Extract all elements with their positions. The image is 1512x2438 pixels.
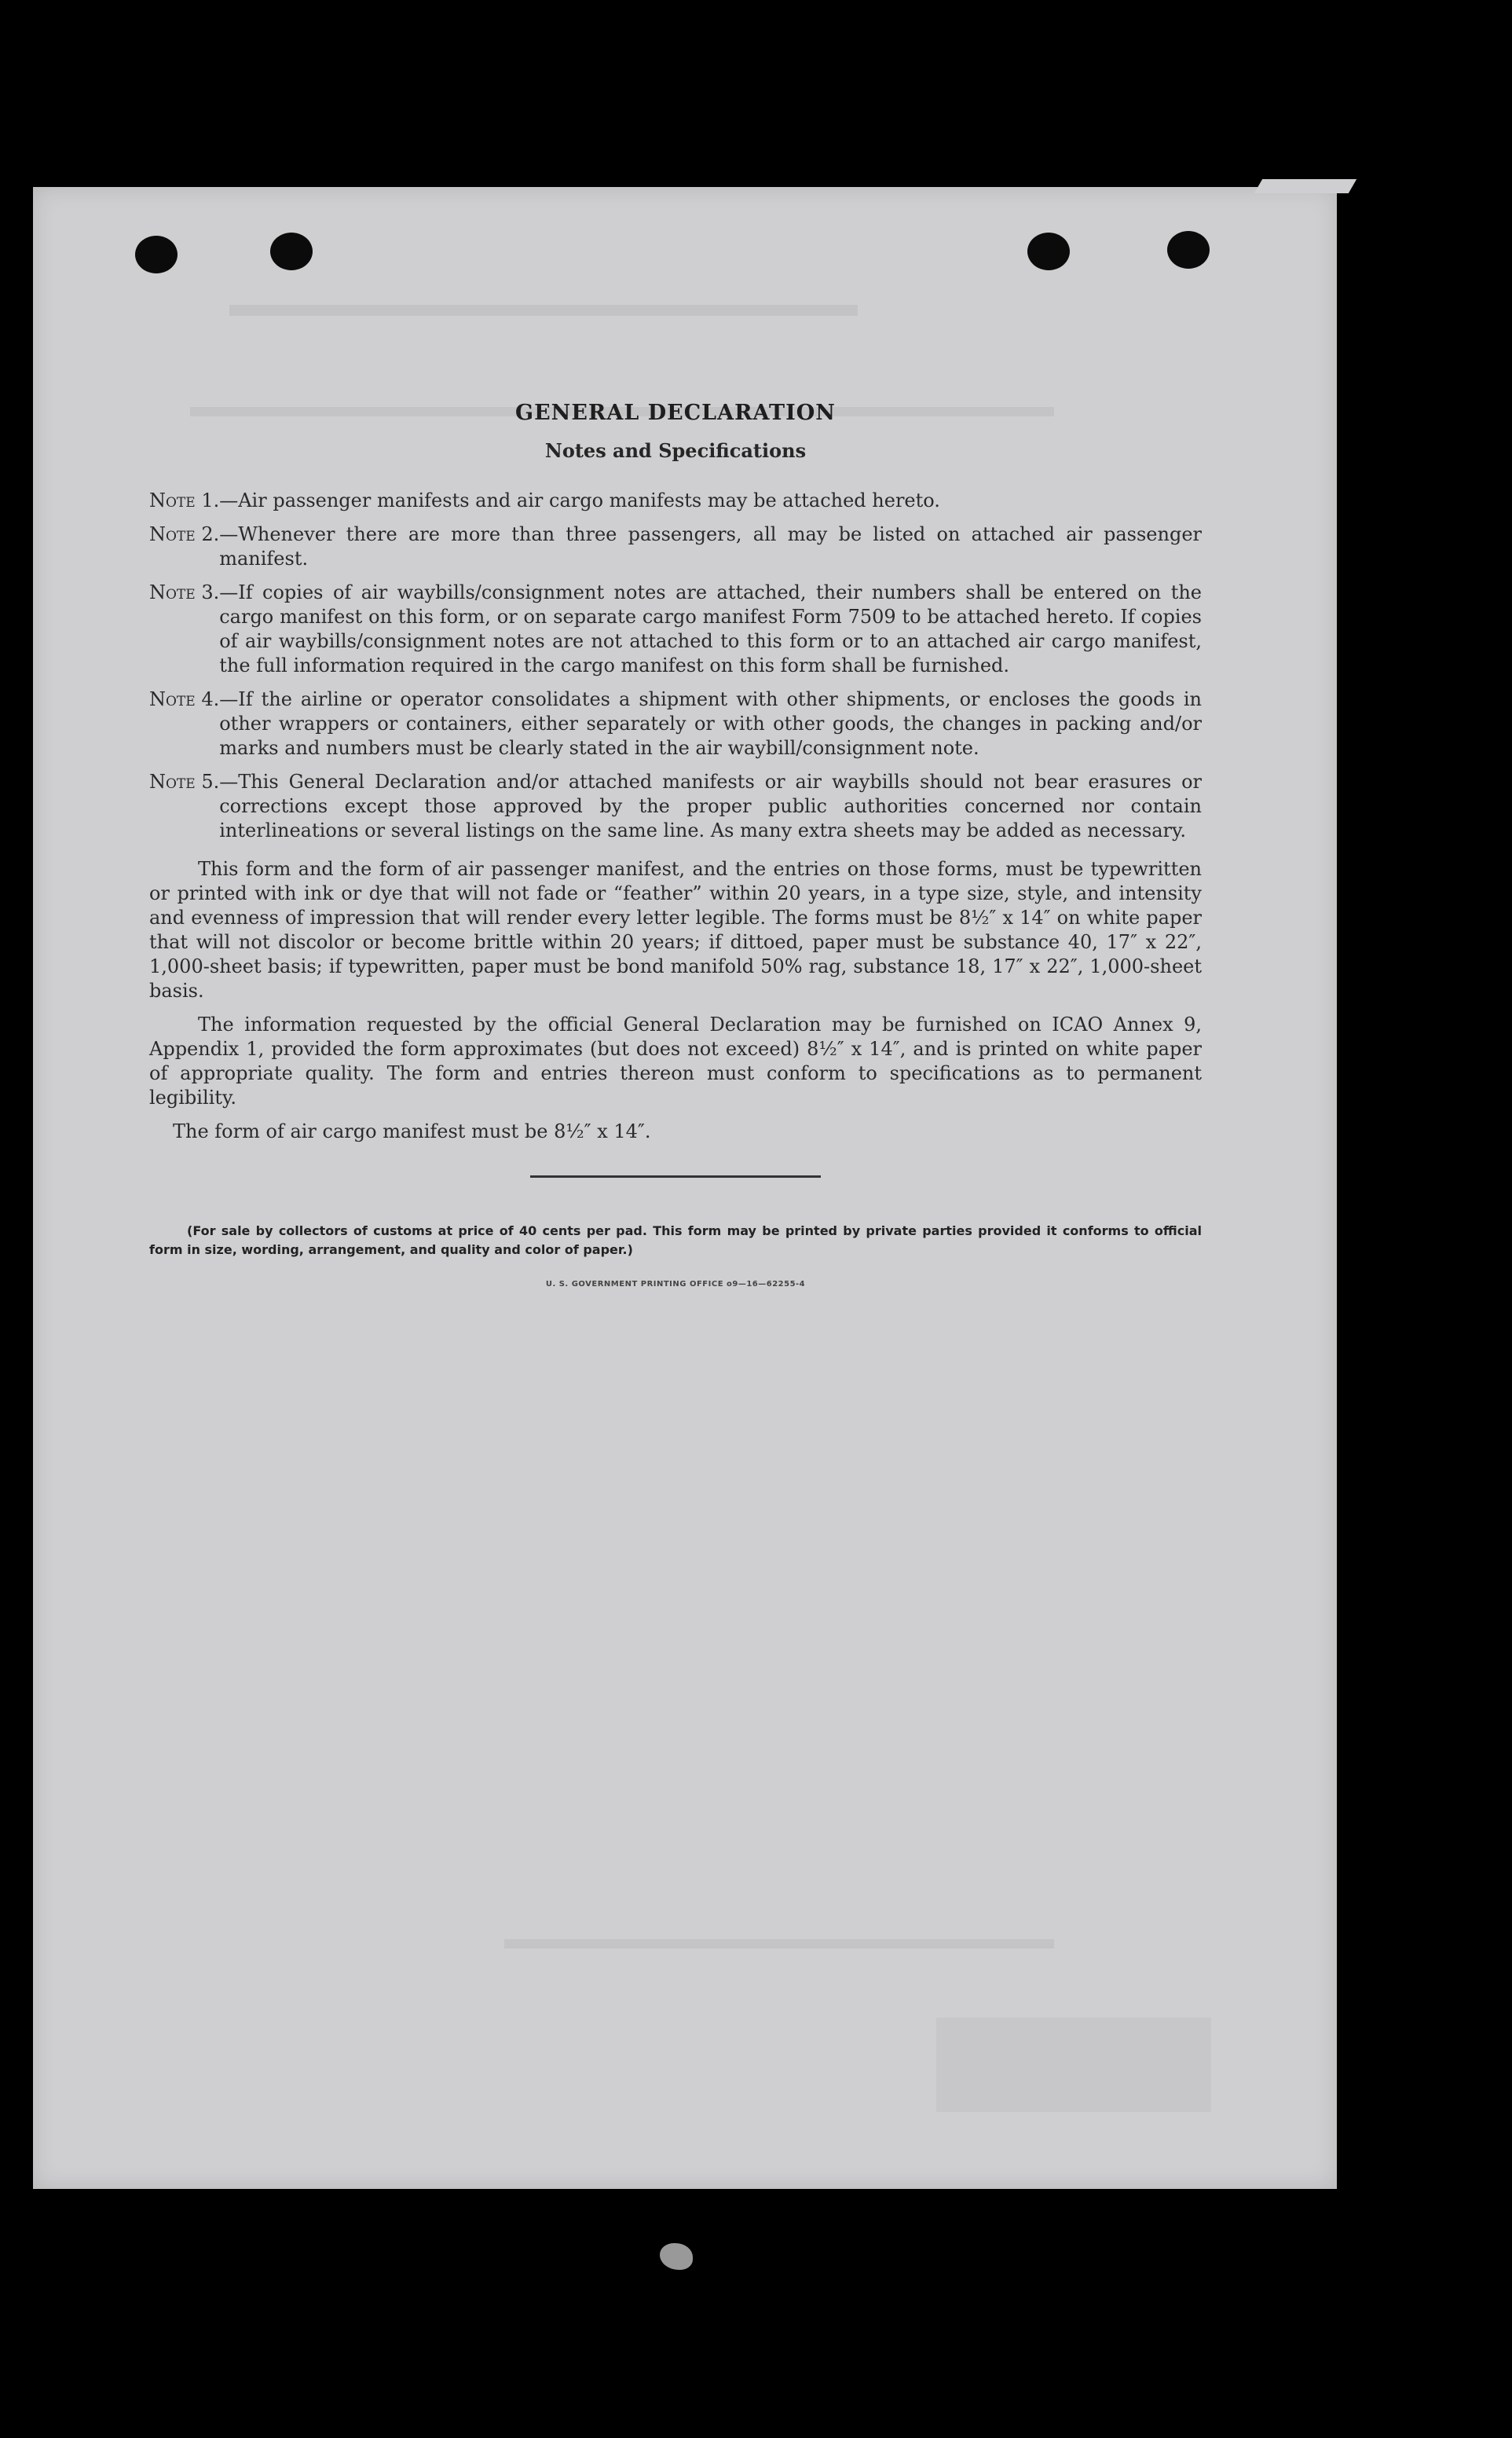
declaration-notes [149, 401, 1202, 1289]
smudge-mark [660, 2243, 693, 2270]
punch-hole-left-1 [135, 236, 178, 273]
note-5 [149, 770, 1202, 843]
note-4 [149, 687, 1202, 761]
bleed-through-4 [936, 2018, 1211, 2112]
divider-rule [530, 1175, 821, 1178]
note-3 [149, 581, 1202, 678]
note-text: —This General Declaration and/or attached manifests or air waybills should not bear erasures or corrections except those approved by the proper public authorities concerned nor contain interlineations or several listings on the same line. As many extra sheets may be added as necessary. [219, 771, 1202, 841]
note-label: Note 3. [149, 581, 220, 603]
note-1 [149, 489, 1202, 513]
bleed-through-1 [229, 305, 858, 316]
note-label: Note 4. [149, 688, 220, 710]
paragraph-icao-annex: The information requested by the official General Declaration may be furnished on ICAO Annex 9, Appendix 1, provided the form approximates (but does not exceed) 8½″ x 14″, and is printed on white paper of appropriate quality. The form and entries thereon must conform to specifications as to permanent legibility. [149, 1014, 1202, 1109]
bleed-through-3 [504, 1939, 1054, 1949]
page-title: GENERAL DECLARATION [515, 401, 836, 425]
note-text: —Air passenger manifests and air cargo manifests may be attached hereto. [219, 489, 940, 511]
note-text: —If the airline or operator consolidates a shipment with other shipments, or encloses the goods in other wrappers or containers, either separately or with other goods, the changes in packing and/or marks and numbers must be clearly stated in the air waybill/consignment note. [219, 688, 1202, 759]
paragraph-cargo-manifest-size: The form of air cargo manifest must be 8½″ x 14″. [173, 1120, 651, 1142]
note-label: Note 5. [149, 771, 220, 793]
note-label: Note 2. [149, 523, 220, 545]
sale-notice: (For sale by collectors of customs at price of 40 cents per pad. This form may be printed by private parties provided it conforms to official form in size, wording, arrangement, and quality and color of paper.) [149, 1223, 1202, 1257]
paper-corner [1254, 179, 1356, 193]
page-subtitle: Notes and Specifications [544, 439, 807, 462]
printing-office-imprint: U. S. GOVERNMENT PRINTING OFFICE o9—16—62255-4 [545, 1280, 806, 1289]
note-text: —If copies of air waybills/consignment notes are attached, their numbers shall be entered on the cargo manifest on this form, or on separate cargo manifest Form 7509 to be attached hereto. If copies of air waybills/consignment notes are not attached to this form or to an attached air cargo manifest, the full information required in the cargo manifest on this form shall be furnished. [219, 581, 1202, 676]
punch-hole-left-2 [270, 233, 313, 270]
note-2 [149, 522, 1202, 571]
punch-hole-right-1 [1027, 233, 1070, 270]
punch-hole-right-2 [1167, 231, 1210, 269]
paragraph-form-requirements: This form and the form of air passenger manifest, and the entries on those forms, must be typewritten or printed with ink or dye that will not fade or “feather” within 20 years, in a type size, style, and intensity and evenness of impression that will render every letter legible. The forms must be 8½″ x 14″ on white paper that will not discolor or become brittle within 20 years; if dittoed, paper must be substance 40, 17″ x 22″, 1,000-sheet basis; if typewritten, paper must be bond manifold 50% rag, substance 18, 17″ x 22″, 1,000-sheet basis. [149, 858, 1202, 1002]
note-label: Note 1. [149, 489, 220, 511]
note-text: —Whenever there are more than three passengers, all may be listed on attached air passenger manifest. [219, 523, 1202, 570]
